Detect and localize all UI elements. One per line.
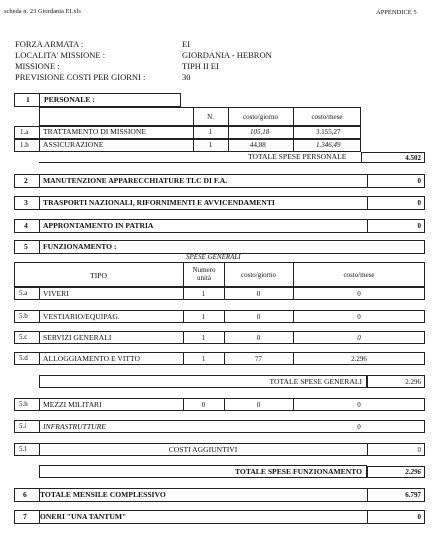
row-label: INFRASTRUTTURE	[43, 422, 106, 431]
total-label: TOTALE SPESE PERSONALE	[248, 152, 347, 161]
row-id: 5.a	[19, 289, 28, 297]
row-id: 5.h	[19, 400, 28, 408]
row-label: ALLOGGIAMENTO E VITTO	[43, 354, 141, 363]
row-mese: 2.296	[351, 355, 367, 363]
section-title: MANUTENZIONE APPARECCHIATURE TLC DI F.A.	[43, 176, 228, 185]
row-giorno: 44,88	[250, 141, 266, 149]
row-id: 5.b	[19, 312, 28, 320]
section-value: 0	[417, 513, 421, 521]
col-header-n: N.	[207, 113, 214, 121]
row-giorno: 0	[256, 313, 261, 321]
meta-value: EI	[182, 39, 191, 49]
meta-value: GIORDANIA - HEBRON	[182, 50, 272, 60]
row-mese: 0	[357, 290, 361, 298]
section-number: 7	[23, 512, 27, 521]
row-id: 5.c	[19, 333, 28, 341]
row-label: SERVIZI GENERALI	[43, 333, 112, 342]
row-giorno: 105,18	[250, 128, 270, 136]
section-value: 0	[417, 177, 421, 185]
col-header-giorno: costo/giorno	[243, 113, 278, 121]
section-number: 3	[24, 198, 28, 207]
total-generali-value: 2.296	[405, 378, 421, 386]
row-label: TRATTAMENTO DI MISSIONE	[43, 127, 147, 136]
row-n: 1	[201, 290, 206, 298]
section-number: 4	[24, 221, 28, 230]
row-id: 1.b	[20, 141, 29, 149]
row-id: 5.l	[19, 445, 27, 453]
row-n: 1	[201, 355, 206, 363]
section-title: ONERI "UNA TANTUM"	[40, 512, 127, 521]
row-label: MEZZI MILITARI	[43, 400, 102, 409]
row-n: 1	[208, 128, 213, 136]
row-giorno: 0	[256, 334, 261, 342]
row-label: COSTI AGGIUNTIVI	[168, 445, 238, 454]
col-header-mese: costo/mese	[343, 271, 375, 279]
row-id: 1.a	[20, 128, 29, 136]
row-id: 5.d	[19, 354, 28, 362]
col-header-mese: costo/mese	[311, 113, 343, 121]
row-n: 0	[201, 401, 206, 409]
row-mese: 3.155,27	[316, 128, 341, 136]
row-giorno: 77	[255, 355, 262, 363]
total-generali-label: TOTALE SPESE GENERALI	[269, 377, 362, 386]
row-mese: 0	[357, 423, 361, 431]
total-value: 4.502	[405, 154, 421, 162]
col-header-numero: Numero unità	[192, 266, 216, 283]
row-mese: 0	[357, 334, 361, 342]
meta-value: 30	[182, 72, 191, 82]
subtitle: SPESE GENERALI	[186, 253, 241, 261]
row-mese: 0	[357, 313, 361, 321]
section-title: PERSONALE :	[44, 95, 95, 104]
row-id: 5.i	[19, 422, 27, 430]
row-label: VESTIARIO/EQUIPAG.	[43, 312, 120, 321]
meta-label: MISSIONE :	[15, 61, 60, 71]
row-label: ASSICURAZIONE	[43, 140, 104, 149]
row-mese: 0	[357, 401, 361, 409]
section-title: APPRONTAMENTO IN PATRIA	[43, 221, 154, 230]
section-value: 0	[417, 199, 421, 207]
file-name: scheda n. 23 Giordania EI.xls	[4, 8, 81, 15]
row-giorno: 0	[256, 290, 261, 298]
section-number: 2	[24, 176, 28, 185]
section-value: 0	[417, 222, 421, 230]
row-value: 0	[417, 446, 421, 454]
col-header-tipo: TIPO	[90, 271, 107, 280]
section-title: TRASPORTI NAZIONALI, RIFORNIMENTI E AVVICENDAMENTI	[43, 198, 275, 207]
row-n: 1	[201, 334, 206, 342]
row-label: VIVERI	[43, 289, 69, 298]
meta-value: TIPH II EI	[182, 61, 219, 71]
meta-label: LOCALITA' MISSIONE :	[15, 50, 106, 60]
appendix-label: APPENDICE 5	[376, 9, 417, 16]
col-header-giorno: costo/giorno	[241, 271, 276, 279]
meta-label: FORZA ARMATA :	[15, 39, 84, 49]
row-n: 1	[201, 313, 206, 321]
section-value: 6.797	[405, 491, 421, 499]
row-mese: 1.346,49	[316, 141, 341, 149]
row-giorno: 0	[256, 401, 261, 409]
section-title: FUNZIONAMENTO :	[43, 242, 117, 251]
section-number: 6	[23, 490, 27, 499]
section-number: 5	[24, 242, 28, 251]
meta-label: PREVISIONE COSTI PER GIORNI :	[15, 72, 146, 82]
total-label: TOTALE SPESE FUNZIONAMENTO	[234, 467, 362, 476]
section-title: TOTALE MENSILE COMPLESSIVO	[40, 490, 166, 499]
row-n: 1	[208, 141, 213, 149]
total-value: 2.296	[405, 468, 421, 476]
section-number: 1	[26, 95, 30, 104]
